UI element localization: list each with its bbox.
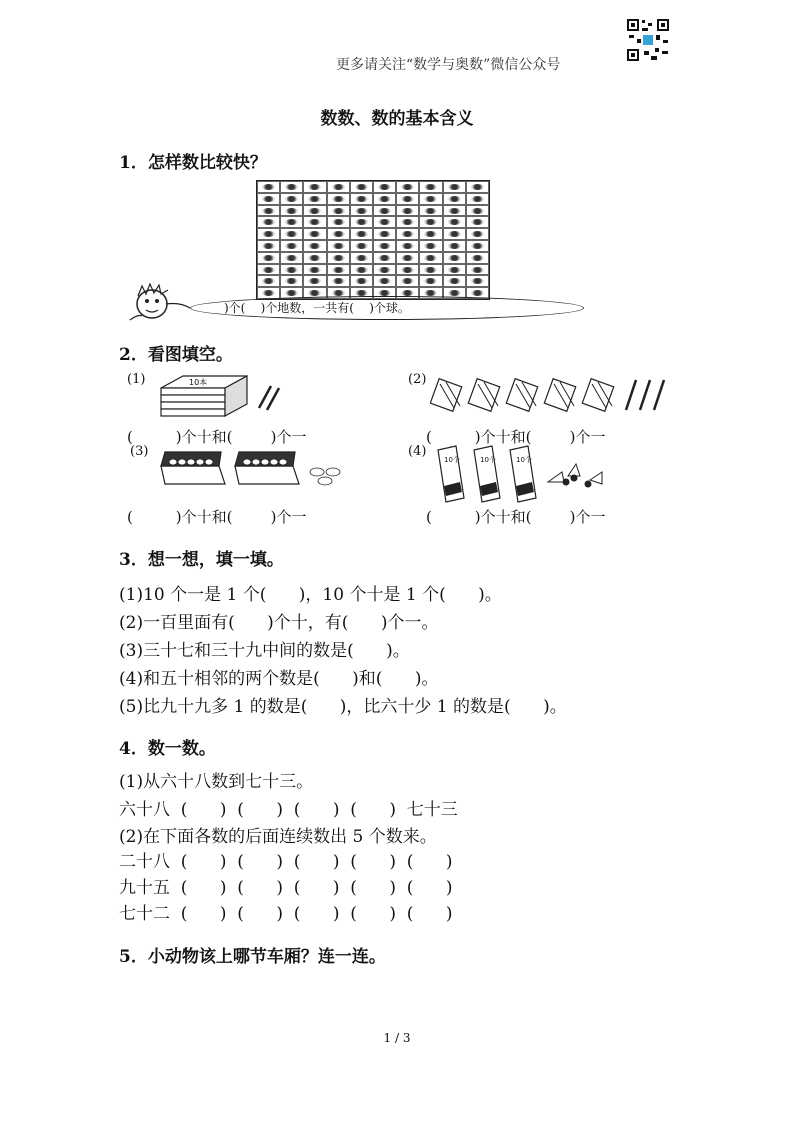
qr-code xyxy=(626,18,670,62)
tube-label-2: 10个 xyxy=(480,456,496,464)
q4-sub-2: (2)在下面各数的后面连续数出 5 个数来。 xyxy=(119,827,437,847)
speech-bubble-text: )个( )个地数，一共有( )个球。 xyxy=(224,301,410,315)
q4-count-row-3[interactable]: 九十五 ( ) ( ) ( ) ( ) ( ) xyxy=(119,878,453,898)
q4-count-row-2[interactable]: 二十八 ( ) ( ) ( ) ( ) ( ) xyxy=(119,852,453,872)
q2-label-3: (3) xyxy=(130,444,149,459)
book-label: 10本 xyxy=(189,378,208,387)
q3-item-2[interactable]: (2)一百里面有( )个十，有( )个一。 xyxy=(119,613,439,633)
boy-illustration xyxy=(128,282,198,326)
ball-grid xyxy=(256,180,490,300)
question-3-heading: 3．想一想，填一填。 xyxy=(119,550,284,570)
q3-item-3[interactable]: (3)三十七和三十九中间的数是( )。 xyxy=(119,641,410,661)
page-title: 数数、数的基本含义 xyxy=(320,109,474,129)
q3-item-4[interactable]: (4)和五十相邻的两个数是( )和( )。 xyxy=(119,669,439,689)
q2-blank-1[interactable]: ( )个十和( )个一 xyxy=(127,428,307,446)
question-1-heading: 1．怎样数比较快？ xyxy=(119,153,267,173)
tube-label-1: 10个 xyxy=(444,456,460,464)
tube-label-3: 10个 xyxy=(516,456,532,464)
q2-blank-4[interactable]: ( )个十和( )个一 xyxy=(426,508,606,526)
q2-label-2: (2) xyxy=(408,372,427,387)
question-4-heading: 4．数一数。 xyxy=(119,739,216,759)
book-stack-illustration xyxy=(155,372,305,420)
q2-label-4: (4) xyxy=(408,444,427,459)
question-5-heading: 5．小动物该上哪节车厢？连一连。 xyxy=(119,947,386,967)
page-number: 1 / 3 xyxy=(383,1031,411,1045)
q2-blank-3[interactable]: ( )个十和( )个一 xyxy=(127,508,307,526)
header-note: 更多请关注“数学与奥数”微信公众号 xyxy=(336,57,561,73)
q2-blank-2[interactable]: ( )个十和( )个一 xyxy=(426,428,606,446)
q3-item-5[interactable]: (5)比九十九多 1 的数是( )，比六十少 1 的数是( )。 xyxy=(119,697,567,717)
egg-cartons-illustration xyxy=(155,446,355,490)
q4-count-row-4[interactable]: 七十二 ( ) ( ) ( ) ( ) ( ) xyxy=(119,904,453,924)
stick-bundles-illustration xyxy=(430,370,670,418)
question-2-heading: 2．看图填空。 xyxy=(119,345,233,365)
shuttlecock-tubes-illustration xyxy=(430,442,610,504)
q3-item-1[interactable]: (1)10 个一是 1 个( )，10 个十是 1 个( )。 xyxy=(119,585,502,605)
q4-count-row-1[interactable]: 六十八 ( ) ( ) ( ) ( ) 七十三 xyxy=(119,800,458,820)
q2-label-1: (1) xyxy=(127,372,146,387)
q4-sub-1: (1)从六十八数到七十三。 xyxy=(119,772,314,792)
